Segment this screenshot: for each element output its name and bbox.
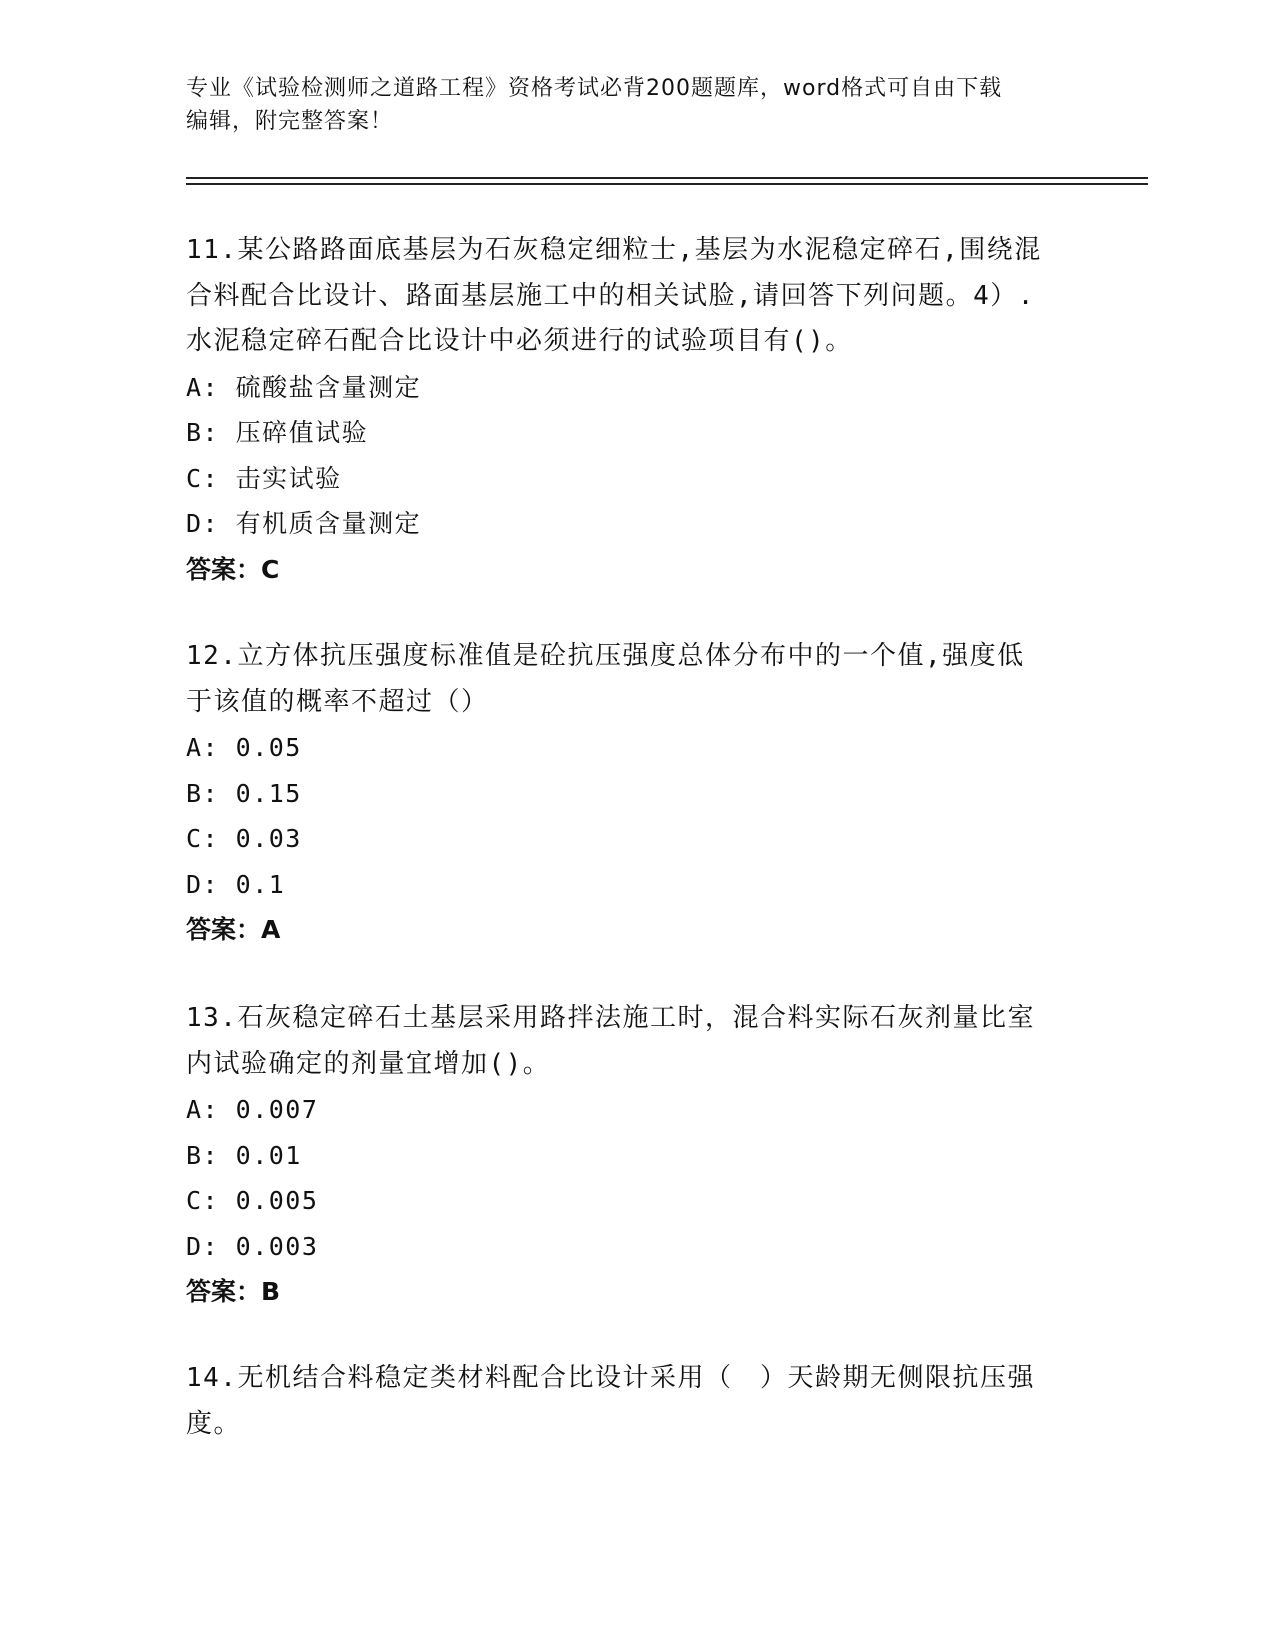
option-c: C: 0.005 <box>186 1186 319 1215</box>
question-stem-line: 12.立方体抗压强度标准值是砼抗压强度总体分布中的一个值,强度低 <box>186 641 1025 671</box>
question-stem-line: 11.某公路路面底基层为石灰稳定细粒士,基层为水泥稳定碎石,围绕混 <box>186 235 1042 265</box>
question-stem-line: 于该值的概率不超过（） <box>186 686 489 717</box>
header-line-2: 编辑，附完整答案！ <box>186 109 394 134</box>
option-c: C: 击实试验 <box>186 463 342 493</box>
question-stem-line: 度。 <box>186 1408 242 1439</box>
option-d: D: 0.003 <box>186 1231 319 1261</box>
option-b: B: 0.15 <box>186 778 302 808</box>
header-rule-bottom <box>186 183 1148 185</box>
answer: 答案：A <box>186 915 281 944</box>
option-b: B: 压碎值试验 <box>186 418 369 447</box>
question-stem-line: 内试验确定的剂量宜增加()。 <box>186 1048 551 1079</box>
header-line-1: 专业《试验检测师之道路工程》资格考试必背200题题库，word格式可自由下载 <box>186 76 1003 101</box>
option-d: D: 有机质含量测定 <box>186 509 422 538</box>
option-a: A: 0.007 <box>186 1095 319 1124</box>
header-rule-top <box>186 177 1148 179</box>
answer: 答案：B <box>186 1277 281 1306</box>
option-d: D: 0.1 <box>186 869 286 899</box>
question-stem-line: 13.石灰稳定碎石土基层采用路拌法施工时，混合料实际石灰剂量比室 <box>186 1003 1035 1033</box>
option-c: C: 0.03 <box>186 824 302 853</box>
question-14 <box>186 1356 1086 1447</box>
option-a: A: 0.05 <box>186 733 302 762</box>
document-header <box>186 72 1066 138</box>
question-stem-line: 水泥稳定碎石配合比设计中必须进行的试验项目有()。 <box>186 326 853 356</box>
option-b: B: 0.01 <box>186 1140 302 1170</box>
option-a: A: 硫酸盐含量测定 <box>186 372 422 402</box>
question-12 <box>186 634 1086 953</box>
answer: 答案：C <box>186 554 280 584</box>
question-stem-line: 14.无机结合料稳定类材料配合比设计采用（ ）天龄期无侧限抗压强 <box>186 1363 1035 1393</box>
question-13 <box>186 996 1086 1315</box>
question-11 <box>186 228 1086 592</box>
question-stem-line: 合料配合比设计、路面基层施工中的相关试脸,请回答下列问题。4）. <box>186 280 1035 311</box>
